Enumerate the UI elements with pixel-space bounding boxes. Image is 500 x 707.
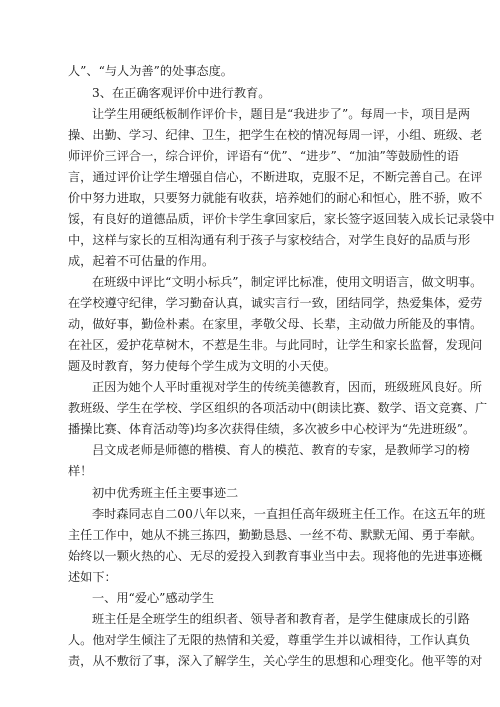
- text-line: 操、出勤、学习、纪律、卫生，把学生在校的情况每周一评，小组、班级、老: [68, 128, 483, 142]
- text-line: 在学校遵守纪律，学习勤奋认真，诚实言行一致，团结同学，热爱集体，爱劳: [68, 296, 483, 310]
- text-line: 班主任是全班学生的组织者、领导者和教育者，是学生健康成长的引路: [92, 612, 470, 626]
- text-line: 教班级、学生在学校、学区组织的各项活动中(朗读比赛、数学、语文竞赛、广: [68, 401, 488, 415]
- text-line: 正因为她个人平时重视对学生的传统美德教育，因而，班级班风良好。所: [92, 380, 482, 394]
- text-line: 在班级中评比“文明小标兵”，制定评比标准，使用文明语言，做文明事。: [92, 275, 483, 289]
- text-line: 价中努力进取，只要努力就能有收获，培养她们的耐心和恒心，胜不骄，败不: [68, 191, 483, 205]
- text-line: 李时森同志自二00八年以来，一直担任高年级班主任工作。在这五年的班: [92, 507, 486, 521]
- text-line: 在社区，爱护花草树木，不惹是生非。与此同时，让学生和家长监督，发现问: [68, 338, 483, 352]
- text-line: 人”、“与人为善”的处事态度。: [68, 64, 233, 78]
- text-line: 言，通过评价让学生增强自信心，不断进取，克服不足，不断完善自己。在评: [68, 170, 483, 184]
- subsection-heading: 一、用“爱心”感动学生: [92, 591, 215, 605]
- text-line: 动，做好事，勤俭朴素。在家里，孝敬父母、长辈，主动做力所能及的事情。: [68, 317, 483, 331]
- text-line: 人。他对学生倾注了无限的热情和关爱，尊重学生并以诚相待，工作认真负: [68, 633, 471, 647]
- text-line: 始终以一颗火热的心、无尽的爱投入到教育事业当中去。现将他的先进事迹概: [68, 549, 483, 563]
- text-line: 样！: [68, 464, 93, 478]
- text-line: 责，从不敷衍了事，深入了解学生，关心学生的思想和心理变化。他平等的对: [68, 654, 483, 668]
- text-line: 述如下：: [68, 570, 117, 584]
- text-line: 让学生用硬纸板制作评价卡，题目是“我进步了”。每周一卡，项目是两: [92, 107, 471, 121]
- text-line: 主任工作中，她从不挑三拣四，勤勤恳恳、一丝不苟、默默无闻、勇于奉献。: [68, 528, 483, 542]
- section-heading: 3、在正确客观评价中进行教育。: [92, 86, 271, 100]
- text-line: 题及时教育，努力使每个学生成为文明的小天使。: [68, 359, 337, 373]
- text-line: 师评价三评合一，综合评价，评语有“优”、“进步”、“加油”等鼓励性的语: [68, 149, 459, 163]
- section-title: 初中优秀班主任主要事迹二: [92, 486, 239, 500]
- text-line: 吕文成老师是师德的楷模、育人的模范、教育的专家，是教师学习的榜: [92, 443, 470, 457]
- text-line: 播操比赛、体育活动等)均多次获得佳绩，多次被乡中心校评为“先进班级”。: [68, 422, 476, 436]
- text-line: 成，起着不可估量的作用。: [68, 254, 215, 268]
- text-line: 馁，有良好的道德品质，评价卡学生拿回家后，家长签字返回装入成长记录袋中: [68, 212, 495, 226]
- text-line: 中，这样与家长的互相沟通有利于孩子与家校结合，对学生良好的品质与形: [68, 233, 471, 247]
